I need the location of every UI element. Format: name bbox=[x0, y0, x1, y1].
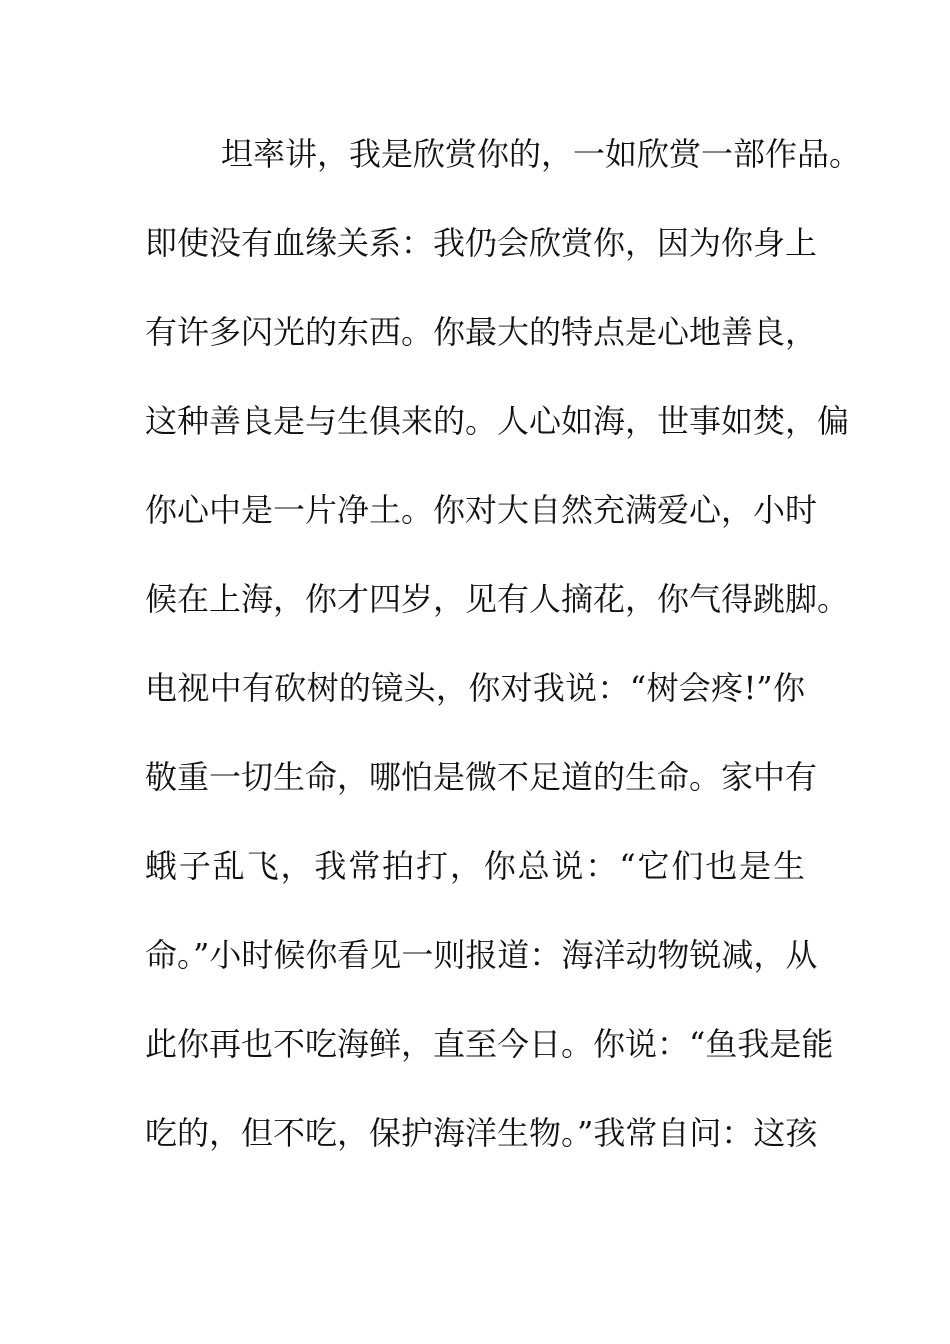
text-line-6: 候在上海，你才四岁，见有人摘花，你气得跳脚。 bbox=[145, 580, 850, 618]
text-line-12: 吃的，但不吃，保护海洋生物。”我常自问：这孩 bbox=[145, 1114, 818, 1152]
text-line-10: 命。”小时候你看见一则报道：海洋动物锐减，从 bbox=[145, 936, 818, 974]
text-line-8: 敬重一切生命，哪怕是微不足道的生命。家中有 bbox=[145, 758, 818, 796]
text-line-11: 此你再也不吃海鲜，直至今日。你说：“鱼我是能 bbox=[145, 1025, 834, 1063]
text-line-9: 蛾子乱飞，我常拍打，你总说：“它们也是生 bbox=[145, 847, 805, 885]
text-line-1: 坦率讲，我是欣赏你的，一如欣赏一部作品。 bbox=[221, 135, 862, 173]
body-paragraph bbox=[145, 130, 862, 1198]
text-line-3: 有许多闪光的东西。你最大的特点是心地善良， bbox=[145, 313, 818, 351]
text-line-5: 你心中是一片净土。你对大自然充满爱心，小时 bbox=[145, 491, 818, 529]
text-line-4: 这种善良是与生俱来的。人心如海，世事如焚，偏 bbox=[145, 402, 850, 440]
text-line-2: 即使没有血缘关系：我仍会欣赏你，因为你身上 bbox=[145, 224, 818, 262]
text-line-7: 电视中有砍树的镜头，你对我说：“树会疼!”你 bbox=[145, 669, 805, 707]
